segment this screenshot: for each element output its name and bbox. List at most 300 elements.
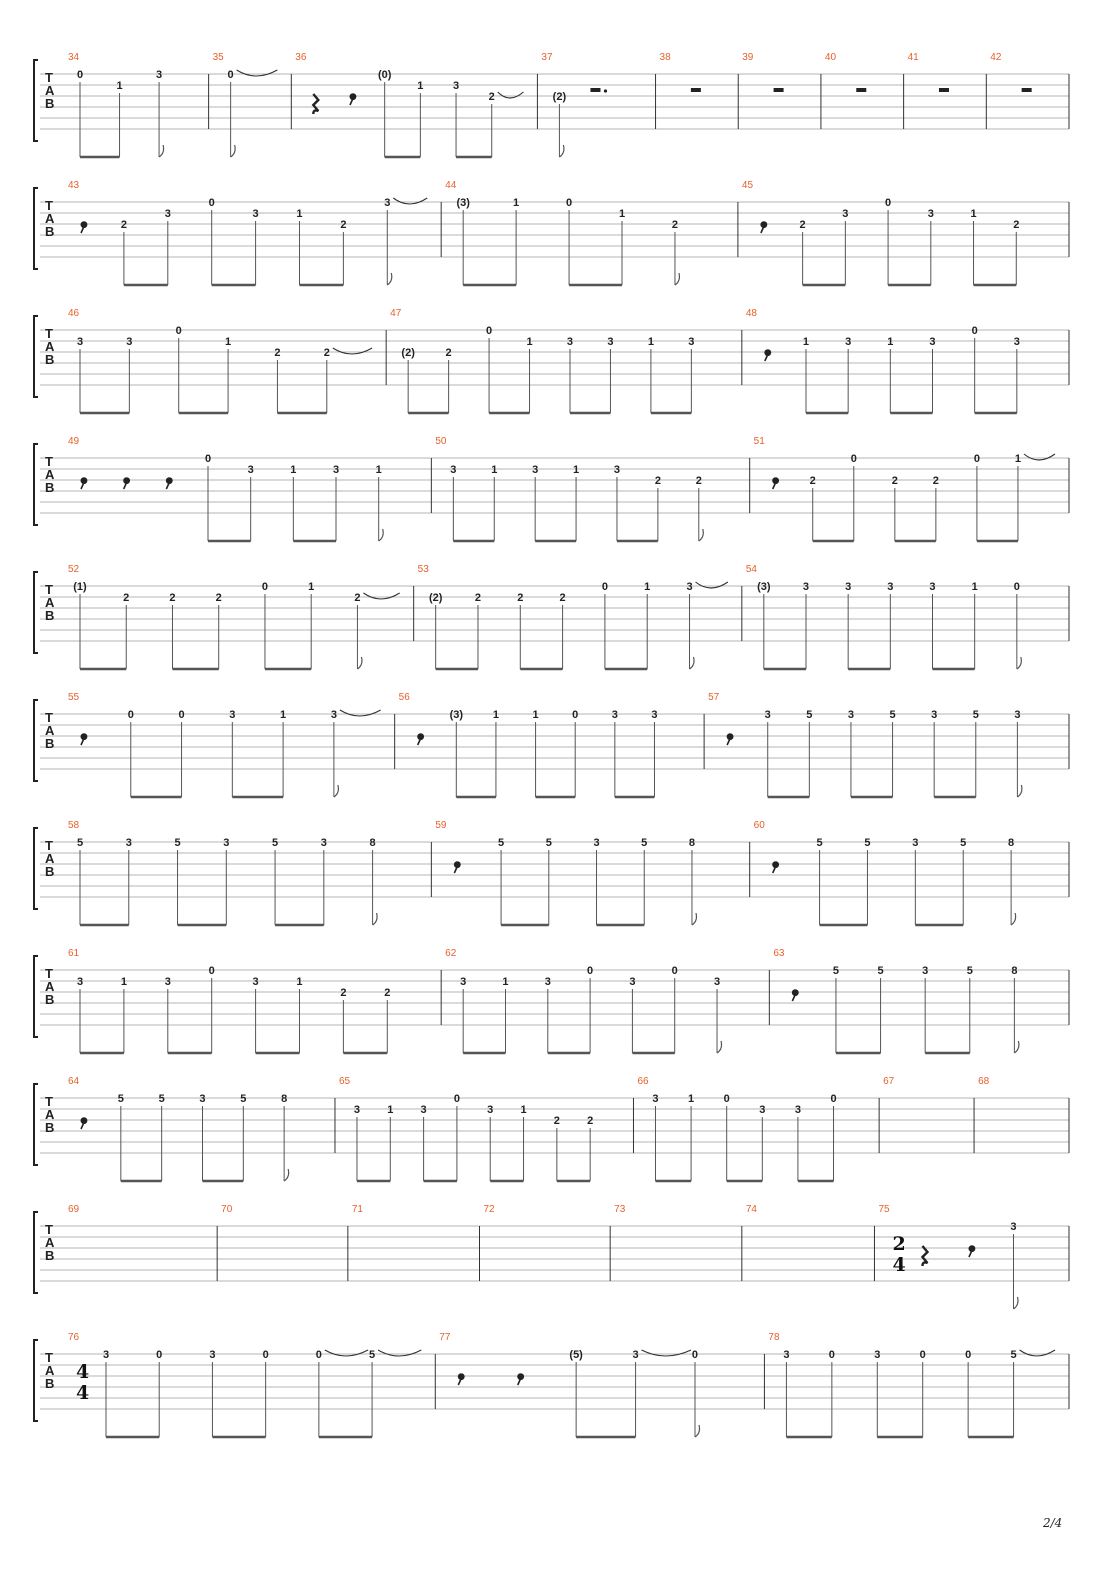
eighth-rest <box>418 734 424 745</box>
note-flag <box>717 1041 722 1053</box>
fret-number: 0 <box>601 581 608 593</box>
tab-clef-letter: A <box>45 1107 55 1122</box>
tab-clef-letter: B <box>45 352 55 367</box>
measure-number: 50 <box>435 436 447 447</box>
fret-number: 3 <box>922 965 929 977</box>
fret-number: 1 <box>296 208 303 220</box>
fret-number: 0 <box>965 1349 972 1361</box>
fret-number: 1 <box>970 208 977 220</box>
fret-number: 2 <box>553 1115 560 1127</box>
fret-number: 1 <box>573 464 580 476</box>
tab-clef-letter: A <box>45 979 55 994</box>
measure-71 <box>352 1204 480 1281</box>
fret-number: 0 <box>1013 581 1020 593</box>
tab-clef-letter: B <box>45 1376 55 1391</box>
fret-number: 8 <box>1008 837 1015 849</box>
note-flag <box>1013 1297 1018 1309</box>
note-flag <box>1014 1041 1019 1053</box>
measure-number: 48 <box>745 308 757 319</box>
measure-number: 45 <box>741 180 754 191</box>
measure-48 <box>746 308 1069 413</box>
fret-number: 1 <box>492 709 499 721</box>
measure-number: 46 <box>68 308 80 319</box>
measure-36 <box>295 52 537 157</box>
half-dotted-rest <box>590 88 600 92</box>
tab-clef-letter: A <box>45 83 55 98</box>
measure-number: 53 <box>417 564 429 575</box>
fret-number: 3 <box>842 208 849 220</box>
measure-number: 56 <box>398 692 410 703</box>
fret-number: 2 <box>654 475 661 487</box>
measure-44 <box>445 180 738 285</box>
fret-number: 5 <box>816 837 823 849</box>
fret-number: 3 <box>450 464 457 476</box>
fret-number: 3 <box>652 1093 659 1105</box>
measure-number: 75 <box>878 1204 890 1215</box>
tab-system <box>34 1332 1069 1437</box>
measure-64 <box>68 1076 335 1181</box>
measure-number: 74 <box>745 1204 757 1215</box>
measure-number: 43 <box>68 180 80 191</box>
tab-clef-letter: A <box>45 723 55 738</box>
fret-number: 5 <box>960 837 967 849</box>
fret-number: 3 <box>76 976 84 988</box>
fret-number: 0 <box>204 453 212 465</box>
note-flag <box>1011 913 1016 925</box>
measure-number: 54 <box>745 564 757 575</box>
system-brace <box>34 60 38 141</box>
measure-number: 61 <box>68 948 80 959</box>
tab-clef-letter: T <box>45 70 53 85</box>
fret-number: 2 <box>384 987 391 999</box>
note-flag <box>695 1425 700 1437</box>
fret-number: 3 <box>845 336 852 348</box>
fret-number: 8 <box>688 837 696 849</box>
tab-clef-letter: T <box>45 1350 53 1365</box>
fret-number: 1 <box>644 581 651 593</box>
tie-arc <box>363 593 399 599</box>
eighth-rest <box>124 478 130 489</box>
fret-number: 3 <box>353 1104 361 1116</box>
measure-65 <box>339 1076 634 1181</box>
fret-number: 0 <box>671 965 678 977</box>
note-flag <box>1017 657 1022 669</box>
fret-number: 1 <box>225 336 232 348</box>
fret-number: 3 <box>156 69 163 81</box>
quarter-rest <box>922 1246 927 1266</box>
fret-number: 5 <box>271 837 279 849</box>
measure-number: 44 <box>445 180 457 191</box>
tie-arc <box>642 1350 691 1356</box>
measure-40 <box>825 52 904 129</box>
measure-number: 70 <box>221 1204 233 1215</box>
fret-number: (2) <box>401 347 415 359</box>
tie-arc <box>340 710 381 716</box>
fret-number: 3 <box>764 709 771 721</box>
fret-number: 0 <box>885 197 892 209</box>
fret-number: 3 <box>887 581 894 593</box>
fret-number: 5 <box>641 837 648 849</box>
measure-49 <box>68 436 431 541</box>
fret-number: 3 <box>629 976 636 988</box>
note-flag <box>159 145 164 157</box>
eighth-rest <box>765 350 771 361</box>
measure-60 <box>754 820 1069 925</box>
fret-number: 2 <box>488 91 495 103</box>
note-flag <box>1017 785 1021 797</box>
whole-rest <box>856 88 866 92</box>
fret-number: 3 <box>223 837 230 849</box>
fret-number: 0 <box>178 709 185 721</box>
fret-number: 2 <box>274 347 281 359</box>
tab-system <box>34 948 1069 1053</box>
measure-51 <box>754 436 1069 541</box>
system-brace <box>34 188 38 269</box>
measure-46 <box>68 308 386 413</box>
measure-number: 58 <box>68 820 80 831</box>
fret-number: 0 <box>227 69 234 81</box>
fret-number: 0 <box>587 965 594 977</box>
tab-clef-letter: T <box>45 966 53 981</box>
tie-arc <box>1020 1350 1055 1356</box>
fret-number: 0 <box>453 1093 460 1105</box>
fret-number: 3 <box>931 709 938 721</box>
eighth-rest <box>761 222 767 233</box>
tab-clef-letter: T <box>45 582 53 597</box>
tab-clef-letter: A <box>45 851 55 866</box>
tab-clef-letter: A <box>45 595 55 610</box>
measure-number: 55 <box>68 692 80 703</box>
measure-number: 59 <box>435 820 447 831</box>
eighth-rest <box>81 222 87 233</box>
measure-number: 38 <box>659 52 671 63</box>
fret-number: 3 <box>330 709 337 721</box>
fret-number: 1 <box>618 208 626 220</box>
fret-number: 3 <box>229 709 236 721</box>
fret-number: 0 <box>971 325 978 337</box>
eighth-rest <box>969 1246 975 1257</box>
measure-75 <box>878 1204 1069 1309</box>
measure-70 <box>221 1204 348 1281</box>
system-brace <box>34 1084 38 1165</box>
measure-number: 68 <box>978 1076 990 1087</box>
fret-number: 5 <box>864 837 871 849</box>
fret-number: 1 <box>308 581 315 593</box>
system-brace <box>34 316 38 397</box>
fret-number: (3) <box>449 709 464 721</box>
fret-number: 2 <box>809 475 816 487</box>
fret-number: 2 <box>587 1115 594 1127</box>
whole-rest <box>691 88 701 92</box>
fret-number: 1 <box>491 464 498 476</box>
fret-number: 0 <box>261 581 269 593</box>
fret-number: 8 <box>1011 965 1018 977</box>
measure-73 <box>614 1204 742 1281</box>
measure-45 <box>742 180 1069 285</box>
whole-rest <box>939 88 949 92</box>
eighth-rest <box>454 862 460 873</box>
measure-number: 60 <box>753 820 765 831</box>
tie-arc <box>333 348 372 354</box>
fret-number: 2 <box>932 475 939 487</box>
tab-system <box>34 1076 1069 1181</box>
eighth-rest <box>727 734 733 745</box>
fret-number: 5 <box>117 1093 124 1105</box>
system-brace <box>34 572 38 653</box>
system-brace <box>34 444 38 525</box>
fret-number: 3 <box>929 581 936 593</box>
tab-clef-letter: A <box>45 1363 55 1378</box>
measure-number: 35 <box>212 52 224 63</box>
fret-number: 3 <box>164 208 171 220</box>
fret-number: 3 <box>1014 709 1021 721</box>
fret-number: 3 <box>252 208 259 220</box>
measure-number: 49 <box>68 436 80 447</box>
fret-number: (2) <box>552 91 567 103</box>
fret-number: 1 <box>802 336 810 348</box>
time-signature-bottom: 4 <box>892 1254 906 1276</box>
note-flag <box>379 529 384 541</box>
whole-rest <box>1022 88 1032 92</box>
fret-number: 3 <box>688 336 695 348</box>
measure-number: 73 <box>614 1204 626 1215</box>
fret-number: 3 <box>332 464 340 476</box>
tie-arc <box>498 92 524 98</box>
tab-clef-letter: T <box>45 838 53 853</box>
measure-54 <box>746 564 1069 669</box>
fret-number: 8 <box>369 837 376 849</box>
measure-number: 78 <box>768 1332 780 1343</box>
fret-number: 3 <box>929 336 936 348</box>
measure-number: 62 <box>445 948 457 959</box>
whole-rest <box>774 88 784 92</box>
note-flag <box>373 913 378 925</box>
fret-number: 2 <box>891 475 898 487</box>
measure-55 <box>68 692 395 797</box>
fret-number: 5 <box>545 837 552 849</box>
note-flag <box>284 1169 289 1181</box>
fret-number: 5 <box>972 709 979 721</box>
fret-number: 0 <box>691 1349 699 1361</box>
fret-number: 2 <box>123 592 130 604</box>
fret-number: 2 <box>323 347 330 359</box>
measure-number: 67 <box>883 1076 895 1087</box>
fret-number: 3 <box>76 336 84 348</box>
measure-number: 42 <box>990 52 1002 63</box>
fret-number: 3 <box>613 464 621 476</box>
fret-number: 5 <box>806 709 813 721</box>
tab-system <box>34 564 1069 669</box>
fret-number: 1 <box>971 581 978 593</box>
fret-number: 0 <box>76 69 84 81</box>
tab-system <box>34 820 1069 925</box>
fret-number: 1 <box>520 1104 527 1116</box>
fret-number: 1 <box>290 464 297 476</box>
fret-number: 2 <box>215 592 222 604</box>
fret-number: 3 <box>1013 336 1020 348</box>
fret-number: 3 <box>632 1349 639 1361</box>
measure-number: 41 <box>907 52 919 63</box>
note-flag <box>692 913 697 925</box>
eighth-rest <box>81 1118 87 1129</box>
fret-number: 3 <box>847 709 855 721</box>
fret-number: 0 <box>828 1349 835 1361</box>
fret-number: 3 <box>209 1349 216 1361</box>
note-flag <box>357 657 362 669</box>
eighth-rest <box>773 862 779 873</box>
eighth-rest <box>458 1374 464 1385</box>
fret-number: 3 <box>420 1104 427 1116</box>
fret-number: 3 <box>487 1104 494 1116</box>
measure-number: 52 <box>68 564 80 575</box>
measure-69 <box>68 1204 217 1281</box>
measure-number: 66 <box>637 1076 649 1087</box>
fret-number: 1 <box>417 80 424 92</box>
fret-number: 1 <box>296 976 303 988</box>
measure-58 <box>68 820 431 925</box>
note-flag <box>559 145 564 157</box>
measure-66 <box>637 1076 879 1181</box>
fret-number: 3 <box>651 709 658 721</box>
measure-67 <box>883 1076 974 1153</box>
tab-clef-letter: B <box>45 864 55 879</box>
measure-74 <box>746 1204 875 1281</box>
fret-number: (3) <box>456 197 470 209</box>
measure-42 <box>990 52 1069 129</box>
fret-number: 0 <box>208 197 215 209</box>
fret-number: 3 <box>713 976 721 988</box>
fret-number: 3 <box>607 336 614 348</box>
measure-77 <box>439 1332 764 1437</box>
tie-arc <box>237 70 278 76</box>
fret-number: 3 <box>794 1104 801 1116</box>
measure-56 <box>399 692 704 797</box>
fret-number: 3 <box>247 464 254 476</box>
fret-number: 3 <box>611 709 618 721</box>
fret-number: 1 <box>887 336 894 348</box>
fret-number: 3 <box>874 1349 881 1361</box>
fret-number: 5 <box>76 837 84 849</box>
fret-number: 5 <box>174 837 181 849</box>
fret-number: 1 <box>116 80 123 92</box>
measure-number: 72 <box>483 1204 495 1215</box>
measure-number: 76 <box>68 1332 80 1343</box>
fret-number: 0 <box>850 453 857 465</box>
measure-78 <box>768 1332 1069 1437</box>
tie-arc <box>696 582 728 588</box>
time-signature-bottom: 4 <box>76 1382 90 1404</box>
fret-number: (1) <box>73 581 87 593</box>
fret-number: 0 <box>919 1349 926 1361</box>
measure-number: 37 <box>541 52 553 63</box>
measure-number: 40 <box>824 52 837 63</box>
tab-system <box>34 1204 1069 1309</box>
fret-number: (5) <box>569 1349 583 1361</box>
measure-52 <box>68 564 414 669</box>
fret-number: 1 <box>280 709 287 721</box>
fret-number: 5 <box>240 1093 247 1105</box>
fret-number: 2 <box>445 347 452 359</box>
measure-38 <box>660 52 739 129</box>
measure-76 <box>68 1332 435 1437</box>
fret-number: 0 <box>486 325 493 337</box>
fret-number: 0 <box>973 453 980 465</box>
measure-number: 36 <box>295 52 307 63</box>
measure-43 <box>68 180 441 285</box>
fret-number: 0 <box>830 1093 837 1105</box>
fret-number: 3 <box>566 336 574 348</box>
page-number: 2/4 <box>1043 1516 1063 1530</box>
eighth-rest <box>773 478 779 489</box>
fret-number: (3) <box>757 581 771 593</box>
system-brace <box>34 700 38 781</box>
tie-arc <box>378 1350 421 1356</box>
fret-number: 0 <box>566 197 573 209</box>
tab-system <box>34 692 1069 797</box>
fret-number: 3 <box>783 1349 790 1361</box>
fret-number: 5 <box>498 837 505 849</box>
tab-clef-letter: B <box>45 480 55 495</box>
tab-system <box>34 180 1069 285</box>
fret-number: 3 <box>199 1093 206 1105</box>
tab-clef-letter: T <box>45 454 53 469</box>
fret-number: 5 <box>889 709 896 721</box>
tab-clef-letter: B <box>45 1120 55 1135</box>
fret-number: 1 <box>375 464 382 476</box>
fret-number: 8 <box>281 1093 288 1105</box>
measure-62 <box>445 948 769 1053</box>
fret-number: 3 <box>532 464 539 476</box>
note-flag <box>334 785 339 797</box>
fret-number: 2 <box>474 592 482 604</box>
fret-number: 3 <box>802 581 810 593</box>
fret-number: 5 <box>369 1349 376 1361</box>
system-brace <box>34 956 38 1037</box>
fret-number: 2 <box>517 592 524 604</box>
fret-number: 5 <box>877 965 884 977</box>
fret-number: 3 <box>686 581 693 593</box>
eighth-rest <box>518 1374 524 1385</box>
measure-number: 65 <box>338 1076 351 1087</box>
system-brace <box>34 828 38 909</box>
fret-number: (0) <box>377 69 392 81</box>
fret-number: 1 <box>688 1093 695 1105</box>
fret-number: 3 <box>460 976 467 988</box>
eighth-rest <box>350 94 356 105</box>
fret-number: 1 <box>647 336 654 348</box>
tab-system <box>34 308 1069 413</box>
fret-number: 1 <box>1014 453 1022 465</box>
fret-number: 3 <box>126 336 133 348</box>
tab-clef-letter: B <box>45 96 55 111</box>
measure-number: 69 <box>68 1204 80 1215</box>
time-signature-top: 2 <box>892 1233 906 1255</box>
measure-61 <box>68 948 441 1053</box>
note-flag <box>387 273 392 285</box>
quarter-rest <box>313 94 318 114</box>
measure-number: 63 <box>773 948 785 959</box>
measure-68 <box>978 1076 1069 1153</box>
fret-number: 5 <box>966 965 973 977</box>
measure-34 <box>68 52 209 157</box>
measure-41 <box>908 52 987 129</box>
fret-number: 2 <box>559 592 566 604</box>
tab-clef-letter: B <box>45 992 55 1007</box>
tab-clef-letter: T <box>45 1222 53 1237</box>
tab-clef-letter: B <box>45 608 55 623</box>
fret-number: 2 <box>340 219 347 231</box>
fret-number: 0 <box>156 1349 163 1361</box>
